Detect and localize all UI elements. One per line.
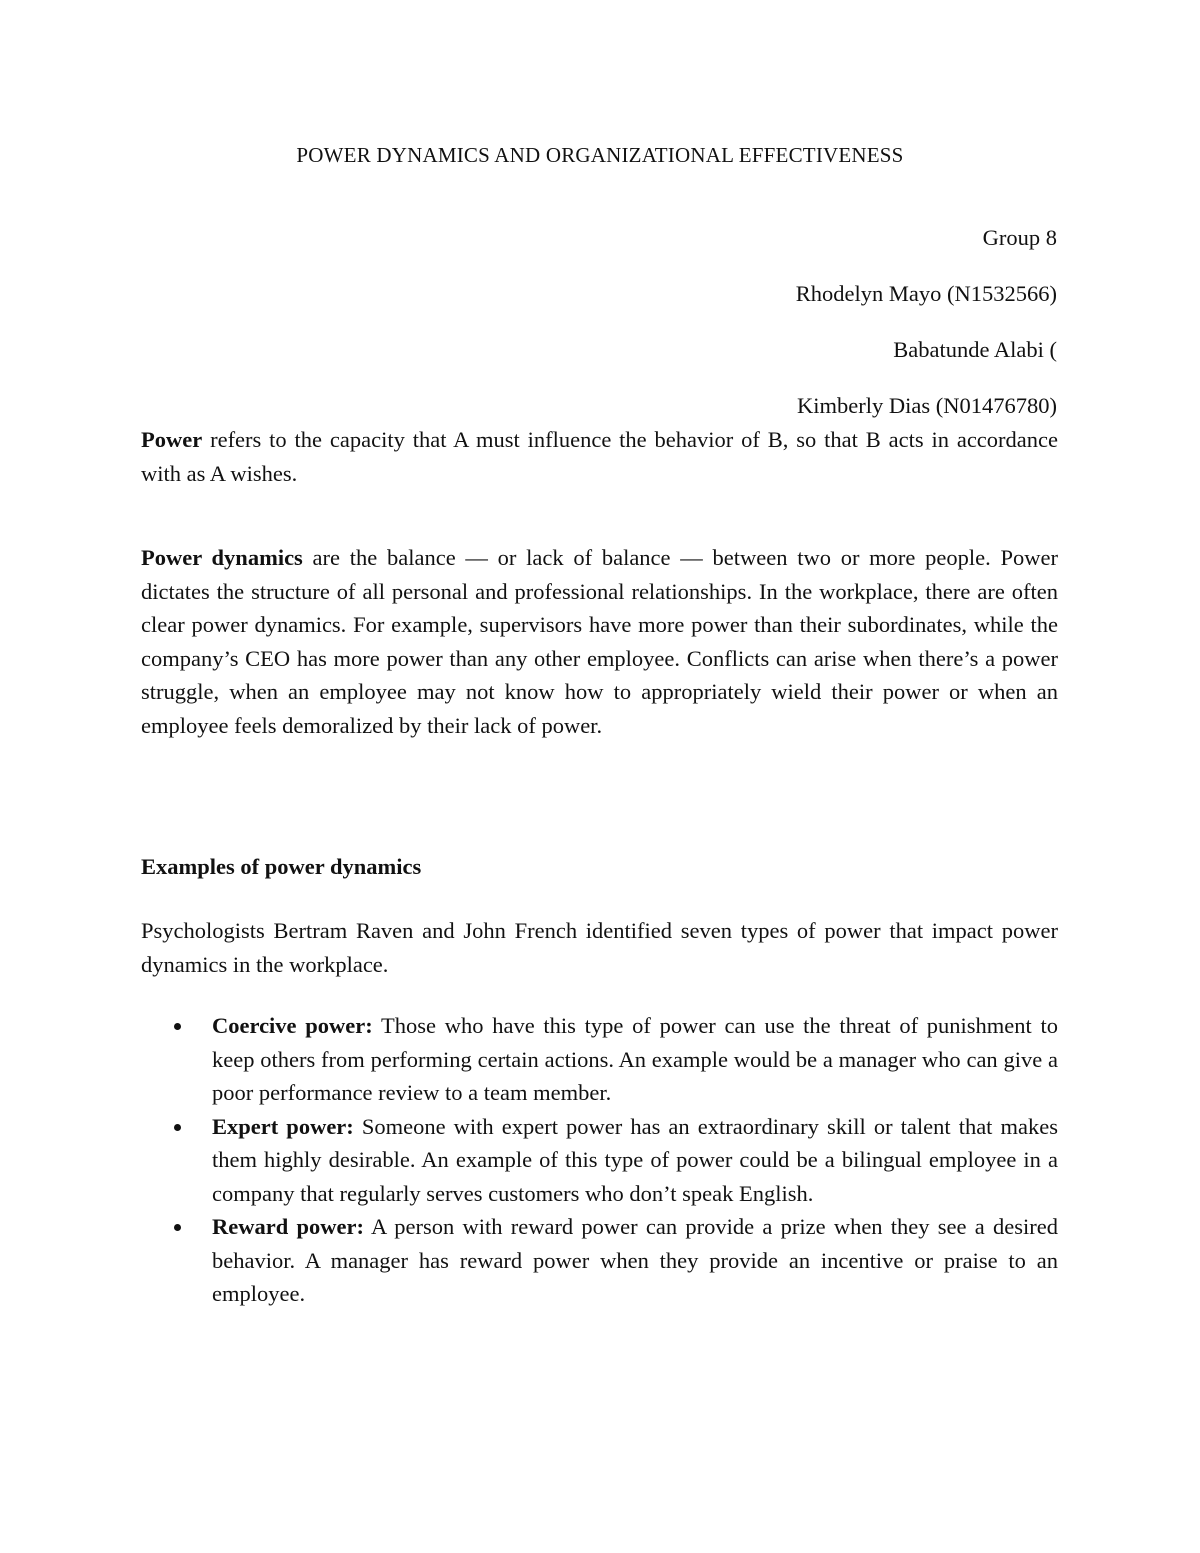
document-title: POWER DYNAMICS AND ORGANIZATIONAL EFFECTIVENESS: [296, 143, 904, 167]
bullet-icon: [174, 1023, 181, 1030]
power-definition-paragraph: [141, 423, 1058, 490]
author-name: Babatunde Alabi (: [893, 337, 1057, 362]
examples-intro-paragraph: Psychologists Bertram Raven and John French identified seven types of power that impact power dynamics in the workplace.: [141, 918, 1058, 977]
power-term: Power: [141, 427, 203, 452]
examples-heading: Examples of power dynamics: [141, 854, 422, 879]
power-dynamics-paragraph: [141, 541, 1058, 742]
list-item-text: Someone with expert power has an extraordinary skill or talent that makes them highly desirable. An example of this type of power could be a bilingual employee in a company that regularly serves customers who don’t speak English.: [212, 1113, 1058, 1206]
list-item-term: Coercive power:: [212, 1013, 373, 1038]
list-item-text: A person with reward power can provide a prize when they see a desired behavior. A manager has reward power when they provide an incentive or praise to an employee.: [212, 1214, 1058, 1306]
author-block: [796, 224, 1057, 448]
power-dynamics-text: are the balance — or lack of balance — between two or more people. Power dictates the structure of all personal and professional relationships. In the workplace, there are often clear power dynamics. For example, supervisors have more power than their subordinates, while the company’s CEO has more power than any other employee. Conflicts can arise when there’s a power struggle, when an employee may not know how to appropriately wield their power or when an employee feels demoralized by their lack of power.: [141, 545, 1058, 738]
list-item: [141, 1009, 1058, 1110]
list-item: [141, 1210, 1058, 1311]
power-dynamics-term: Power dynamics: [141, 545, 303, 570]
power-definition-text: refers to the capacity that A must influence the behavior of B, so that B acts in accordance with as A wishes.: [141, 427, 1058, 486]
list-item-term: Reward power:: [212, 1214, 364, 1239]
list-item-term: Expert power:: [212, 1113, 354, 1139]
author-name: Kimberly Dias (N01476780): [797, 393, 1057, 418]
bullet-icon: [174, 1224, 181, 1231]
power-types-list: [141, 1009, 1058, 1311]
list-item: [141, 1110, 1058, 1211]
list-item-text: Those who have this type of power can use the threat of punishment to keep others from performing certain actions. An example would be a manager who can give a poor performance review to a team member.: [212, 1013, 1058, 1105]
author-name: Rhodelyn Mayo (N1532566): [795, 281, 1057, 306]
group-label: Group 8: [982, 225, 1057, 250]
bullet-icon: [174, 1124, 181, 1131]
